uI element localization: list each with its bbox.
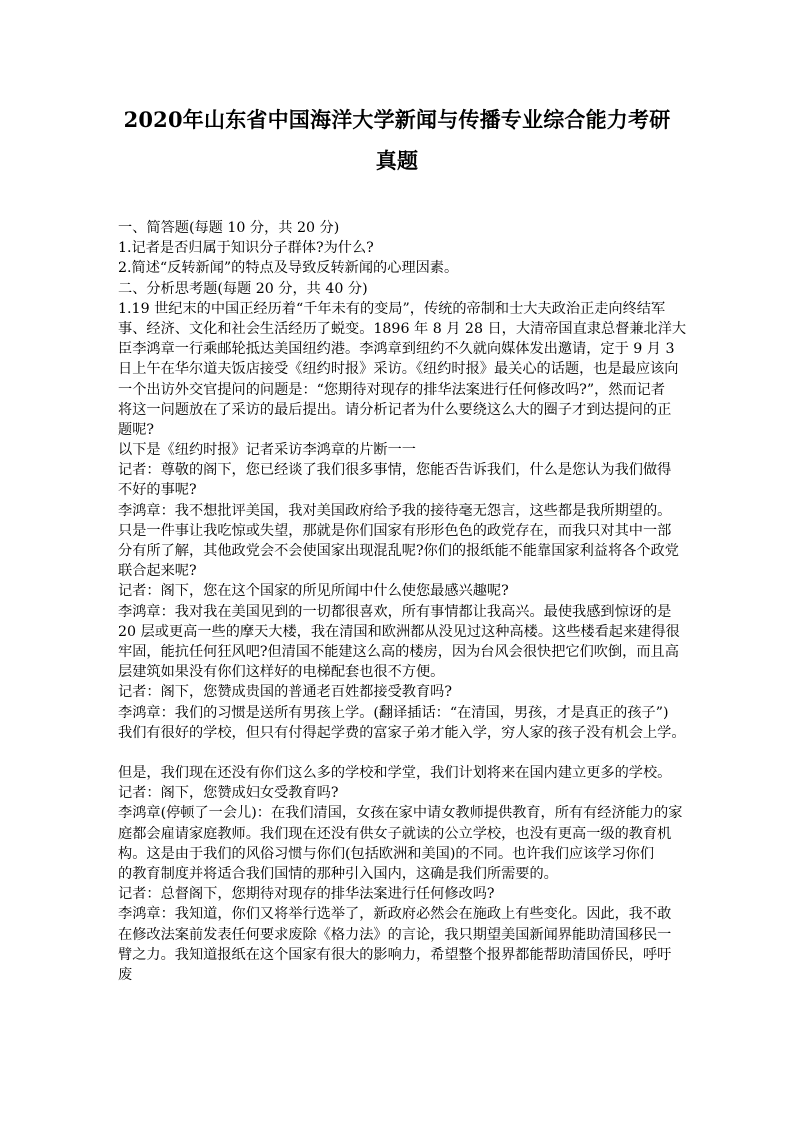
text-line: 1.19 世纪末的中国正经历着“千年未有的变局”，传统的帝制和士大夫政治正走向终结军 [118,300,666,317]
text-line: 日上午在华尔道夫饭店接受《纽约时报》采访。《纽约时报》最关心的话题，也是最应该向 [118,361,679,378]
text-line: 记者：阁下，您赞成妇女受教育吗? [118,785,339,802]
text-line: 庭都会雇请家庭教师。我们现在还没有供女子就读的公立学校，也没有更高一级的教育机 [118,825,672,842]
text-line: 1.记者是否归属于知识分子群体?为什么? [118,240,374,257]
text-line: 李鸿章：我知道，你们又将举行选举了，新政府必然会在施政上有些变化。因此，我不敢 [118,906,672,923]
text-line: 我们有很好的学校，但只有付得起学费的富家子弟才能入学，穷人家的孩子没有机会上学。 [118,724,686,741]
text-line: 联合起来呢? [118,563,197,580]
text-line: 构。这是由于我们的风俗习惯与你们(包括欧洲和美国)的不同。也许我们应该学习你们 [118,845,655,862]
text-line: 记者：阁下，您在这个国家的所见所闻中什么使您最感兴趣呢? [118,583,509,600]
text-line: 废 [118,966,133,983]
document-title-continued: 真题 [375,148,419,173]
text-line: 二、分析思考题(每题 20 分，共 40 分) [118,280,368,297]
text-line: 分有所了解，其他政党会不会使国家出现混乱呢?你们的报纸能不能靠国家利益将各个政党 [118,543,679,559]
text-line: 记者：尊敬的阁下，您已经谈了我们很多事情，您能否告诉我们，什么是您认为我们做得 [118,462,672,479]
text-line: 一个出访外交官提问的问题是：“您期待对现存的排华法案进行任何修改吗?”，然而记者 [118,381,666,398]
text-line: 李鸿章：我对我在美国见到的一切都很喜欢，所有事情都让我高兴。最使我感到惊讶的是 [118,603,672,620]
text-line: 将这一问题放在了采访的最后提出。请分析记者为什么要绕这么大的圈子才到达提问的正 [118,401,672,418]
text-line: 以下是《纽约时报》记者采访李鸿章的片断一一 [118,442,416,459]
text-line: 一、简答题(每题 10 分，共 20 分) [118,220,340,236]
text-line: 事、经济、文化和社会生活经历了蜕变。1896 年 8 月 28 日，大清帝国直隶总督兼北洋大 [118,320,687,337]
text-line: 牢固，能抗任何狂风吧?但清国不能建这么高的楼房，因为台风会很快把它们吹倒，而且高 [118,643,679,660]
text-line: 臣李鸿章一行乘邮轮抵达美国纽约港。李鸿章到纽约不久就向媒体发出邀请，定于 9 月 3 [118,341,675,358]
text-line: 题呢? [118,421,154,438]
text-line: 臂之力。我知道报纸在这个国家有很大的影响力，希望整个报界都能帮助清国侨民，呼吁 [118,946,672,963]
text-line: 李鸿章：我们的习惯是送所有男孩上学。(翻译插话：“在清国，男孩，才是真正的孩子”) [118,704,669,721]
text-line: 层建筑如果没有你们这样好的电梯配套也很不方便。 [118,664,445,681]
text-line [118,743,688,763]
text-line: 只是一件事让我吃惊或失望，那就是你们国家有形形色色的政党存在，而我只对其中一部 [118,522,672,539]
text-line: 不好的事呢? [118,482,197,499]
text-line: 但是，我们现在还没有你们这么多的学校和学堂，我们计划将来在国内建立更多的学校。 [118,765,672,782]
text-line: 的教育制度并将适合我们国情的那种引入国内，这确是我们所需要的。 [118,866,558,882]
document-title: 2020年山东省中国海洋大学新闻与传播专业综合能力考研 [123,107,671,132]
text-line: 李鸿章(停顿了一会儿)：在我们清国，女孩在家中请女教师提供教育，所有有经济能力的家 [118,805,683,822]
text-line: 记者：总督阁下，您期待对现存的排华法案进行任何修改吗? [118,886,495,903]
text-line: 李鸿章：我不想批评美国，我对美国政府给予我的接待毫无怨言，这些都是我所期望的。 [118,502,672,519]
text-line: 20 层或更高一些的摩天大楼，我在清国和欧洲都从没见过这种高楼。这些楼看起来建得很 [118,623,680,640]
text-line: 记者：阁下，您赞成贵国的普通老百姓都接受教育吗? [118,684,452,701]
text-line: 在修改法案前发表任何要求废除《格力法》的言论，我只期望美国新闻界能助清国移民一 [118,926,672,943]
text-line: 2.简述“反转新闻”的特点及导致反转新闻的心理因素。 [118,260,459,277]
document-body [118,218,688,985]
